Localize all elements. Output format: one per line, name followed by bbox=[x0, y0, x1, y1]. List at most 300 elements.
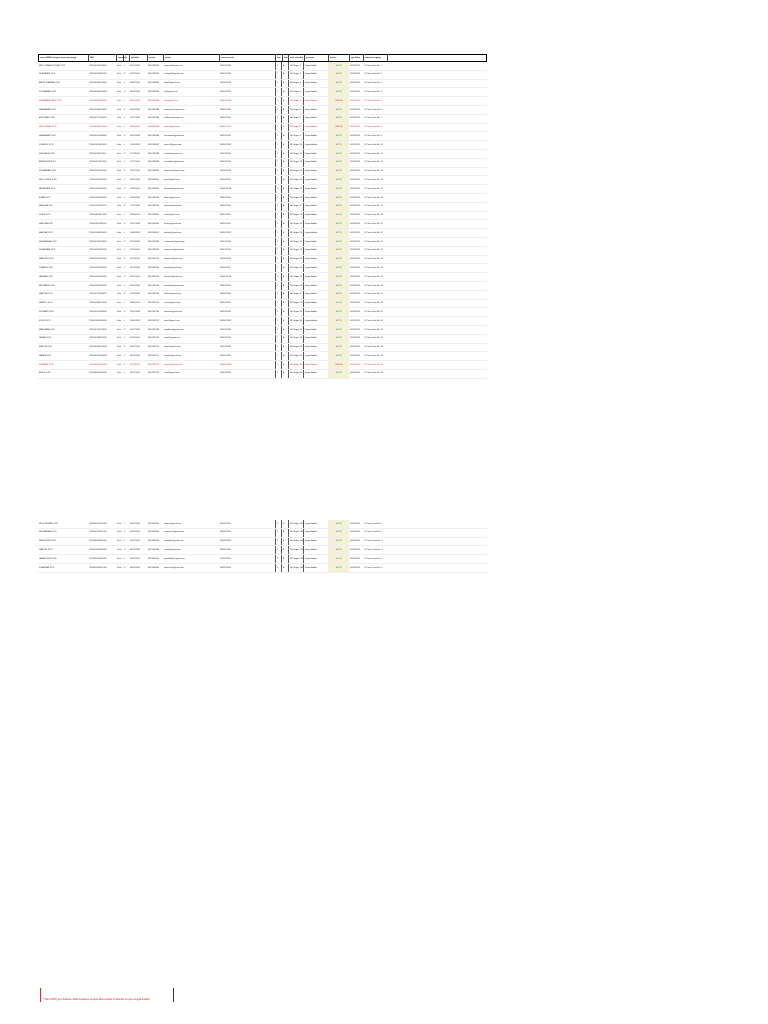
cell-kab: A bbox=[283, 354, 285, 357]
cell-sekolah: SD Negeri 35 bbox=[288, 361, 304, 369]
cell-kec: 1 bbox=[275, 194, 282, 202]
cell-email: nurjannah@gmail.com bbox=[164, 531, 185, 534]
cell-sekolah: SD Negeri 101 bbox=[288, 520, 304, 528]
cell-alamat: Jl. Poros Kota No. 19 bbox=[364, 222, 383, 225]
cell-email: asrul@gmail.com bbox=[164, 372, 180, 375]
cell-status: AKTIF bbox=[328, 176, 349, 184]
cell-jk: P bbox=[124, 346, 126, 349]
cell-alamat: Jl. Poros Kota No. 29 bbox=[364, 310, 383, 313]
cell-jk: L bbox=[124, 522, 126, 525]
cell-alamat: Jl. Poros Kota No. 10 bbox=[364, 143, 383, 146]
cell-tmp: Kota bbox=[117, 143, 122, 146]
cell-tmp: Kota bbox=[117, 99, 122, 102]
cell-jurusan: Kependidikan bbox=[305, 548, 318, 551]
cell-nama: NURHAYATI S.PD bbox=[39, 73, 56, 76]
cell-kab: A bbox=[283, 205, 285, 208]
cell-nik: 7305011806970018 bbox=[89, 214, 107, 217]
cell-tgl: 01/07/1990 bbox=[130, 328, 141, 331]
cell-kec: 1 bbox=[275, 71, 282, 79]
table-body bbox=[38, 520, 487, 573]
cell-kab: A bbox=[283, 196, 285, 199]
cell-nik: 7305020303920103 bbox=[89, 540, 107, 543]
cell-status: AKTIF bbox=[328, 370, 349, 378]
cell-jk: P bbox=[124, 566, 126, 569]
cell-email: kartini@gmail.com bbox=[164, 346, 181, 349]
cell-email: hartati@gmail.com bbox=[164, 548, 181, 551]
cell-jk: P bbox=[124, 531, 126, 534]
cell-daftar: 01/02/2020 bbox=[350, 354, 361, 357]
cell-nik: 7305010208910032 bbox=[89, 337, 107, 340]
cell-jurusan: Kependidikan bbox=[305, 231, 318, 234]
cell-hp: 0812345711 bbox=[148, 354, 159, 357]
cell-daftar: 01/02/2020 bbox=[350, 319, 361, 322]
cell-jk: L bbox=[124, 64, 126, 67]
cell-kartu: 0802011201 bbox=[220, 522, 231, 525]
cell-nik: 7305010410930034 bbox=[89, 354, 107, 357]
cell-email: nurlaela@gmail.com bbox=[164, 152, 183, 155]
cell-email: yusuf@gmail.com bbox=[164, 178, 180, 181]
cell-alamat: Jl. Poros Kota No. 6 bbox=[364, 108, 382, 111]
cell-kab: A bbox=[283, 328, 285, 331]
cell-kec: 2 bbox=[275, 546, 282, 554]
cell-hp: 0812345703 bbox=[148, 284, 160, 287]
cell-alamat: Jl. Poros Kota No. 31 bbox=[364, 328, 383, 331]
cell-nama: SITI AMINAH S.PD bbox=[39, 90, 57, 93]
cell-tgl: 11/11/1990 bbox=[130, 152, 140, 155]
cell-hp: 0812345705 bbox=[148, 302, 160, 305]
cell-nik: 7305011503940015 bbox=[89, 187, 107, 190]
cell-kartu: 0801011239 bbox=[220, 108, 231, 111]
cell-nik: 7305012501940025 bbox=[89, 275, 107, 278]
cell-email: nurhaedah@gmail.com bbox=[164, 240, 185, 243]
table-row bbox=[38, 256, 487, 265]
cell-nama: ANDI BASO S.PD bbox=[39, 117, 56, 120]
cell-alamat: Jl. Poros Kota No. 36 bbox=[364, 372, 383, 375]
cell-kec: 1 bbox=[275, 273, 282, 281]
cell-nik: 7305010107900031 bbox=[89, 328, 107, 331]
cell-kartu: 0801011235 bbox=[220, 73, 231, 76]
column-header: nomor kartu bbox=[220, 55, 276, 61]
cell-nik: 7305011402930014 bbox=[89, 178, 107, 181]
cell-hp: 0812345692 bbox=[148, 187, 160, 190]
cell-jk: L bbox=[124, 99, 126, 102]
cell-tgl: 01/01/1990 bbox=[130, 64, 141, 67]
cell-nik: 7305012412930024 bbox=[89, 266, 107, 269]
cell-alamat: Jl. Poros Kota No. 12 bbox=[364, 161, 383, 164]
cell-jk: P bbox=[124, 90, 126, 93]
cell-sekolah: SD Negeri 9 bbox=[288, 132, 304, 140]
cell-kartu: 0801011243 bbox=[220, 143, 231, 146]
cell-kartu: 0801011254 bbox=[220, 240, 231, 243]
cell-tmp: Kota bbox=[117, 302, 122, 305]
cell-tmp: Kota bbox=[117, 231, 122, 234]
cell-sekolah: SD Negeri 25 bbox=[288, 273, 304, 281]
cell-nama: MUH. RIDWAN S.PD bbox=[39, 522, 58, 525]
cell-jurusan: Kependidikan bbox=[305, 522, 318, 525]
cell-tgl: 30/06/1999 bbox=[130, 319, 141, 322]
cell-nama: ZAINAL S.PD bbox=[39, 337, 52, 340]
cell-tmp: Desa bbox=[117, 531, 122, 534]
cell-status: AKTIF bbox=[328, 203, 349, 211]
cell-jurusan: Kependidikan bbox=[305, 354, 318, 357]
cell-hp: 0812345691 bbox=[148, 178, 160, 181]
cell-tgl: 05/05/1994 bbox=[130, 557, 141, 560]
cell-jk: L bbox=[124, 214, 126, 217]
cell-kartu: 0801011261 bbox=[220, 302, 231, 305]
cell-jk: P bbox=[124, 258, 126, 261]
cell-nama: IDRUS S.PD bbox=[39, 319, 51, 322]
cell-sekolah: SD Negeri 102 bbox=[288, 529, 304, 537]
cell-status: AKTIF bbox=[328, 80, 349, 88]
table-row bbox=[38, 520, 487, 529]
cell-daftar: 01/02/2020 bbox=[350, 531, 361, 534]
cell-kab: A bbox=[283, 293, 285, 296]
cell-tmp: Desa bbox=[117, 557, 122, 560]
cell-kartu: 0801011262 bbox=[220, 310, 231, 313]
cell-daftar: 01/02/2020 bbox=[350, 170, 361, 173]
cell-sekolah: SD Negeri 2 bbox=[288, 71, 304, 79]
cell-jk: L bbox=[124, 284, 126, 287]
cell-hp: 0812345681 bbox=[148, 90, 160, 93]
cell-sekolah: SD Negeri 28 bbox=[288, 300, 304, 308]
cell-nama: SAFRUDDIN S.PD bbox=[39, 540, 56, 543]
cell-hp: 0813345601 bbox=[148, 522, 160, 525]
cell-status: AKTIF bbox=[328, 115, 349, 123]
cell-email: syamsiah@gmail.com bbox=[164, 566, 184, 569]
cell-alamat: Jl. Poros Kota No. 35 bbox=[364, 363, 383, 366]
cell-sekolah: SD Negeri 21 bbox=[288, 238, 304, 246]
cell-tmp: Kota bbox=[117, 117, 122, 120]
cell-jurusan: Kependidikan bbox=[305, 117, 318, 120]
cell-hp: 0812345682 bbox=[148, 99, 160, 102]
cell-nama: ASRUL S.PD bbox=[39, 372, 51, 375]
cell-kab: A bbox=[283, 170, 285, 173]
cell-kec: 1 bbox=[275, 97, 282, 105]
cell-nik: 7305013006990030 bbox=[89, 319, 107, 322]
table-row bbox=[38, 326, 487, 335]
cell-nama: BAHTIAR S.PD bbox=[39, 231, 53, 234]
cell-jk: L bbox=[124, 117, 126, 120]
cell-kec: 1 bbox=[275, 361, 282, 369]
cell-tmp: Kota bbox=[117, 275, 122, 278]
cell-tgl: 14/02/1993 bbox=[130, 178, 141, 181]
cell-tmp: Kota bbox=[117, 249, 122, 252]
cell-kec: 1 bbox=[275, 352, 282, 360]
cell-jk: L bbox=[124, 178, 126, 181]
cell-email: sartika@gmail.com bbox=[164, 293, 182, 296]
cell-alamat: Jl. Poros Desa No. 2 bbox=[364, 531, 383, 534]
cell-kartu: 0801011248 bbox=[220, 187, 231, 190]
cell-jk: L bbox=[124, 557, 126, 560]
cell-kab: A bbox=[283, 82, 285, 85]
footnote bbox=[40, 988, 174, 1002]
cell-kartu: 0801011238 bbox=[220, 99, 231, 102]
cell-daftar: 01/02/2020 bbox=[350, 522, 361, 525]
column-header: tgl daftar bbox=[350, 55, 364, 61]
cell-daftar: 01/02/2020 bbox=[350, 64, 361, 67]
table-row bbox=[38, 115, 487, 124]
cell-hp: 0812345684 bbox=[148, 117, 160, 120]
table-row bbox=[38, 106, 487, 115]
cell-alamat: Jl. Poros Kota No. 13 bbox=[364, 170, 383, 173]
cell-nama: HARTATI S.PD bbox=[39, 548, 53, 551]
cell-jk: P bbox=[124, 328, 126, 331]
cell-nik: 7305012804970028 bbox=[89, 302, 107, 305]
cell-email: herlina@gmail.com bbox=[164, 222, 182, 225]
cell-kec: 1 bbox=[275, 256, 282, 264]
cell-sekolah: SD Negeri 8 bbox=[288, 124, 304, 132]
cell-status: BELUM bbox=[328, 124, 349, 132]
cell-sekolah: SD Negeri 106 bbox=[288, 564, 304, 572]
cell-sekolah: SD Negeri 105 bbox=[288, 555, 304, 563]
cell-kec: 1 bbox=[275, 88, 282, 96]
cell-jurusan: Kependidikan bbox=[305, 337, 318, 340]
cell-nama: FATMAWATI S.PD bbox=[39, 187, 56, 190]
cell-tmp: Kota bbox=[117, 134, 122, 137]
cell-kab: A bbox=[283, 372, 285, 375]
cell-kab: A bbox=[283, 126, 285, 129]
table-row bbox=[38, 555, 487, 564]
cell-daftar: 01/02/2020 bbox=[350, 82, 361, 85]
cell-nik: 7305010202910002 bbox=[89, 73, 107, 76]
cell-tmp: Desa bbox=[117, 566, 122, 569]
cell-nama: ILHAM S.PD bbox=[39, 196, 51, 199]
cell-jk: P bbox=[124, 310, 126, 313]
cell-tgl: 10/10/1999 bbox=[130, 143, 141, 146]
table-row bbox=[38, 546, 487, 555]
cell-tmp: Kota bbox=[117, 354, 122, 357]
cell-jurusan: Kependidikan bbox=[305, 82, 318, 85]
table-row bbox=[38, 317, 487, 326]
cell-status: AKTIF bbox=[328, 317, 349, 325]
cell-jk: P bbox=[124, 240, 126, 243]
cell-kec: 1 bbox=[275, 80, 282, 88]
cell-jurusan: Kependidikan bbox=[305, 372, 318, 375]
cell-hp: 0812345679 bbox=[148, 73, 160, 76]
cell-jurusan: Kependidikan bbox=[305, 99, 318, 102]
cell-alamat: Jl. Poros Kota No. 23 bbox=[364, 258, 383, 261]
cell-sekolah: SD Negeri 16 bbox=[288, 194, 304, 202]
column-header: status bbox=[329, 55, 350, 61]
cell-tgl: 05/05/1994 bbox=[130, 99, 141, 102]
table-row bbox=[38, 168, 487, 177]
cell-kartu: 0801011241 bbox=[220, 126, 231, 129]
cell-email: arif@gmail.com bbox=[164, 99, 178, 102]
cell-nama: NURJANNAH S.PD bbox=[39, 531, 57, 534]
cell-jk: P bbox=[124, 170, 126, 173]
cell-jk: P bbox=[124, 293, 126, 296]
cell-email: andibaso@gmail.com bbox=[164, 117, 184, 120]
cell-daftar: 01/02/2020 bbox=[350, 548, 361, 551]
cell-status: AKTIF bbox=[328, 220, 349, 228]
cell-alamat: Jl. Poros Desa No. 5 bbox=[364, 557, 383, 560]
table-row bbox=[38, 238, 487, 247]
cell-tgl: 01/01/1990 bbox=[130, 522, 141, 525]
cell-email: amiruddin@gmail.com bbox=[164, 161, 184, 164]
cell-tgl: 06/12/1995 bbox=[130, 372, 141, 375]
cell-tmp: Desa bbox=[117, 540, 122, 543]
cell-kab: A bbox=[283, 108, 285, 111]
cell-kartu: 0801011236 bbox=[220, 82, 231, 85]
cell-jurusan: Kependidikan bbox=[305, 222, 318, 225]
cell-kartu: 0801011249 bbox=[220, 196, 231, 199]
cell-tgl: 08/08/1997 bbox=[130, 126, 141, 129]
cell-nama: NURLAELA S.PD bbox=[39, 152, 55, 155]
cell-nik: 7305010612950036 bbox=[89, 372, 107, 375]
column-header: NIK bbox=[89, 55, 117, 61]
cell-tgl: 02/02/1991 bbox=[130, 73, 141, 76]
cell-alamat: Jl. Poros Kota No. 24 bbox=[364, 266, 383, 269]
cell-kec: 1 bbox=[275, 124, 282, 132]
cell-nik: 7305011604950016 bbox=[89, 196, 107, 199]
table-row bbox=[38, 212, 487, 221]
cell-kab: A bbox=[283, 275, 285, 278]
cell-hp: 0812345713 bbox=[148, 372, 160, 375]
cell-alamat: Jl. Poros Kota No. 30 bbox=[364, 319, 383, 322]
cell-nama: WAHYUNI S.PD bbox=[39, 258, 54, 261]
cell-sekolah: SD Negeri 31 bbox=[288, 326, 304, 334]
column-header: tgl lahir bbox=[130, 55, 148, 61]
cell-jurusan: Kependidikan bbox=[305, 152, 318, 155]
cell-tgl: 27/03/1996 bbox=[130, 293, 141, 296]
cell-kec: 1 bbox=[275, 150, 282, 158]
cell-sekolah: SD Negeri 36 bbox=[288, 370, 304, 378]
cell-jurusan: Kependidikan bbox=[305, 170, 318, 173]
cell-sekolah: SD Negeri 30 bbox=[288, 317, 304, 325]
cell-nik: 7305010707960007 bbox=[89, 117, 107, 120]
table-row bbox=[38, 159, 487, 168]
cell-kec: 1 bbox=[275, 141, 282, 149]
table-row bbox=[38, 185, 487, 194]
cell-sekolah: SD Negeri 10 bbox=[288, 141, 304, 149]
cell-tgl: 26/02/1995 bbox=[130, 284, 141, 287]
cell-kec: 1 bbox=[275, 370, 282, 378]
cell-tgl: 19/07/1998 bbox=[130, 222, 141, 225]
cell-jurusan: Kependidikan bbox=[305, 126, 318, 129]
cell-nama: MUSTAKIM S.PD bbox=[39, 284, 55, 287]
cell-jurusan: Kependidikan bbox=[305, 319, 318, 322]
cell-kartu: 0801011260 bbox=[220, 293, 231, 296]
cell-alamat: Jl. Poros Kota No. 20 bbox=[364, 231, 383, 234]
cell-jk: L bbox=[124, 196, 126, 199]
cell-nik: 7305010101900001 bbox=[89, 64, 107, 67]
cell-kartu: 0801011255 bbox=[220, 249, 231, 252]
cell-jk: L bbox=[124, 231, 126, 234]
column-header: alamat lengkap bbox=[364, 55, 388, 61]
cell-jk: P bbox=[124, 205, 126, 208]
cell-tmp: Kota bbox=[117, 372, 122, 375]
cell-alamat: Jl. Poros Desa No. 6 bbox=[364, 566, 383, 569]
cell-tgl: 12/12/1991 bbox=[130, 161, 141, 164]
cell-tmp: Kota bbox=[117, 90, 122, 93]
cell-kab: A bbox=[283, 310, 285, 313]
cell-email: nurhayati@gmail.com bbox=[164, 73, 184, 76]
cell-jurusan: Kependidikan bbox=[305, 531, 318, 534]
column-header: tempat bbox=[117, 55, 124, 61]
cell-kec: 1 bbox=[275, 203, 282, 211]
cell-hp: 0812345695 bbox=[148, 214, 160, 217]
cell-daftar: 01/02/2020 bbox=[350, 363, 361, 366]
cell-kab: A bbox=[283, 249, 285, 252]
cell-status: AKTIF bbox=[328, 132, 349, 140]
cell-email: syamsul@gmail.com bbox=[164, 64, 183, 67]
cell-email: ridwan@gmail.com bbox=[164, 522, 182, 525]
cell-kec: 2 bbox=[275, 529, 282, 537]
cell-jk: L bbox=[124, 540, 126, 543]
cell-kec: 1 bbox=[275, 159, 282, 167]
cell-email: jumardi@gmail.com bbox=[164, 266, 182, 269]
cell-tmp: Kota bbox=[117, 337, 122, 340]
cell-hp: 0812345688 bbox=[148, 152, 160, 155]
cell-kartu: 0801011263 bbox=[220, 319, 231, 322]
cell-jurusan: Kependidikan bbox=[305, 266, 318, 269]
cell-tgl: 25/01/1994 bbox=[130, 275, 141, 278]
cell-tmp: Kota bbox=[117, 187, 122, 190]
cell-tmp: Kota bbox=[117, 178, 122, 181]
cell-tgl: 03/09/1992 bbox=[130, 346, 141, 349]
cell-tgl: 02/02/1991 bbox=[130, 531, 141, 534]
cell-sekolah: SD Negeri 7 bbox=[288, 115, 304, 123]
cell-sekolah: SD Negeri 6 bbox=[288, 106, 304, 114]
cell-kab: A bbox=[283, 178, 285, 181]
cell-status: AKTIF bbox=[328, 335, 349, 343]
cell-kartu: 0801011251 bbox=[220, 214, 231, 217]
cell-sekolah: SD Negeri 15 bbox=[288, 185, 304, 193]
cell-status: AKTIF bbox=[328, 282, 349, 290]
cell-daftar: 01/02/2020 bbox=[350, 117, 361, 120]
cell-kab: A bbox=[283, 231, 285, 234]
cell-hp: 0812345709 bbox=[148, 337, 160, 340]
cell-hp: 0813345603 bbox=[148, 540, 160, 543]
table-row bbox=[38, 71, 487, 80]
cell-status: AKTIF bbox=[328, 238, 349, 246]
table-row bbox=[38, 176, 487, 185]
cell-sekolah: SD Negeri 14 bbox=[288, 176, 304, 184]
cell-daftar: 01/02/2020 bbox=[350, 161, 361, 164]
cell-nama: ROSMIATI S.PD bbox=[39, 310, 54, 313]
cell-kab: A bbox=[283, 99, 285, 102]
cell-sekolah: SD Negeri 27 bbox=[288, 291, 304, 299]
cell-sekolah: SD Negeri 4 bbox=[288, 88, 304, 96]
cell-nik: 7305012109900021 bbox=[89, 240, 107, 243]
cell-kab: A bbox=[283, 266, 285, 269]
table-row bbox=[38, 352, 487, 361]
cell-jk: L bbox=[124, 337, 126, 340]
cell-kec: 1 bbox=[275, 300, 282, 308]
cell-daftar: 01/02/2020 bbox=[350, 134, 361, 137]
cell-email: bahtiar@gmail.com bbox=[164, 231, 182, 234]
column-header: nama (BKD dengan nama panjang) bbox=[39, 55, 89, 61]
table-row bbox=[38, 282, 487, 291]
cell-tmp: Kota bbox=[117, 161, 122, 164]
cell-kab: A bbox=[283, 284, 285, 287]
table-row bbox=[38, 564, 487, 573]
cell-kab: A bbox=[283, 161, 285, 164]
cell-nik: 7305010309920033 bbox=[89, 346, 107, 349]
cell-kab: A bbox=[283, 337, 285, 340]
cell-alamat: Jl. Poros Kota No. 32 bbox=[364, 337, 383, 340]
cell-jk: L bbox=[124, 319, 126, 322]
table-row bbox=[38, 62, 487, 71]
cell-daftar: 01/02/2020 bbox=[350, 205, 361, 208]
cell-kec: 1 bbox=[275, 176, 282, 184]
cell-jurusan: Kependidikan bbox=[305, 178, 318, 181]
cell-nik: 7305012602950026 bbox=[89, 284, 107, 287]
cell-nama: NURHAEDAH S.PD bbox=[39, 240, 57, 243]
cell-daftar: 01/02/2020 bbox=[350, 337, 361, 340]
cell-tgl: 02/08/1991 bbox=[130, 337, 141, 340]
cell-email: abdul@gmail.com bbox=[164, 82, 181, 85]
